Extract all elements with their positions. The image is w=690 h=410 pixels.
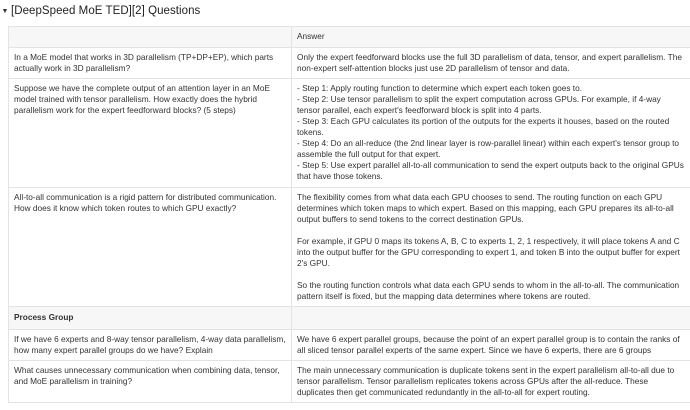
section-row-process-group [9, 306, 690, 329]
answer-line: - Step 2: Use tensor parallelism to split the expert computation across GPUs. For example, if 4-way tensor parallel, each expert's feedforward block is split into 4 parts. [297, 94, 661, 116]
answer-line: So the routing function controls what data each GPU sends to whom in the all-to-all. The communication pattern itself is fixed, but the mapping data determines where tokens are routed. [297, 279, 680, 301]
table-row [9, 79, 690, 187]
question-cell: Suppose we have the complete output of an attention layer in an MoE model trained with tensor parallelism. How exactly does the hybrid parallelism work for the expert feedforward blocks? (5 steps) [9, 79, 292, 187]
answer-line: For example, if GPU 0 maps its tokens A, B, C to experts 1, 2, 1 respectively, it will place tokens A and C into the output buffer for the GPU corresponding to expert 1, and token B into the output buffer for expert 2's GPU. [297, 235, 680, 268]
collapse-caret-icon[interactable]: ▼ [1, 7, 9, 15]
page-title: [DeepSpeed MoE TED][2] Questions [11, 5, 201, 17]
section-label: Process Group [9, 306, 292, 329]
answer-line: We have 6 expert parallel groups, because the point of an expert parallel group is to contain the ranks of all sliced tensor parallel experts of the same expert. Since we have 6 experts, there are 6 groups [297, 333, 680, 355]
question-cell: If we have 6 experts and 8-way tensor parallelism, 4-way data parallelism, how many expert parallel groups do we have? Explain [9, 329, 292, 360]
answer-line: The flexibility comes from what data each GPU chooses to send. The routing function on each GPU determines which token maps to which expert. Based on this mapping, each GPU prepares its all-to-all output buffers to send tokens to the correct destination GPUs. [297, 191, 674, 224]
answer-cell [292, 329, 690, 360]
answer-column-header: Answer [292, 27, 690, 48]
question-column-header [9, 27, 292, 48]
answer-cell [292, 187, 690, 306]
section-header [0, 0, 690, 22]
table-header-row [9, 27, 690, 48]
answer-cell [292, 48, 690, 79]
answer-line: - Step 1: Apply routing function to determine which expert each token goes to. [297, 83, 583, 94]
table-row [9, 329, 690, 360]
answer-line: The main unnecessary communication is duplicate tokens sent in the expert parallelism all-to-all due to tensor parallelism. Tensor parallelism replicates tokens across GPUs after the all-reduce. These duplicates then get communicated redundantly in the all-to-all for expert routing. [297, 365, 675, 398]
table-row [9, 361, 690, 403]
table-row [9, 48, 690, 79]
question-cell: What causes unnecessary communication when combining data, tensor, and MoE parallelism in training? [9, 361, 292, 403]
answer-cell [292, 361, 690, 403]
table-row [9, 187, 690, 306]
question-cell: In a MoE model that works in 3D parallelism (TP+DP+EP), which parts actually work in 3D parallelism? [9, 48, 292, 79]
answer-line: - Step 3: Each GPU calculates its portion of the outputs for the experts it houses, based on the routed tokens. [297, 116, 670, 138]
answer-line: - Step 4: Do an all-reduce (the 2nd linear layer is row-parallel linear) within each expert's tensor group to assemble the full output for that expert. [297, 138, 680, 160]
answer-line: - Step 5: Use expert parallel all-to-all communication to send the expert outputs back to the original GPUs that have those tokens. [297, 160, 684, 182]
answer-line: Only the expert feedforward blocks use the full 3D parallelism of data, tensor, and expert parallelism. The non-expert self-attention blocks just use 2D parallelism of tensor and data. [297, 52, 682, 74]
paragraph-gap [297, 269, 686, 280]
answer-cell [292, 79, 690, 187]
section-empty-cell [292, 306, 690, 329]
paragraph-gap [297, 225, 686, 236]
questions-table [8, 26, 690, 403]
question-cell: All-to-all communication is a rigid pattern for distributed communication. How does it know which token routes to which GPU exactly? [9, 187, 292, 306]
